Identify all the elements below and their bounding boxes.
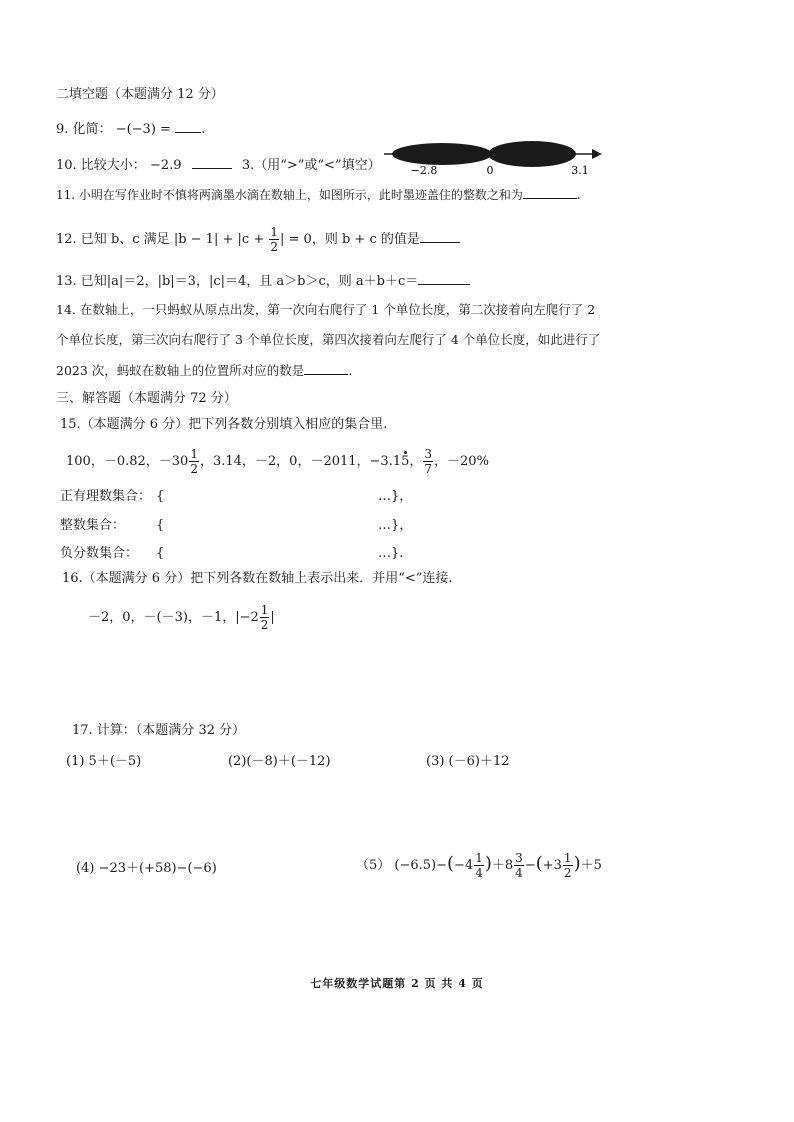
ink-blot-right xyxy=(488,141,576,167)
question-17-title: 17. 计算：（本题满分 32 分） xyxy=(72,723,246,738)
q11-answer-blank[interactable] xyxy=(523,186,577,199)
question-13 xyxy=(56,272,470,288)
q17-part-5: （5） (−6.5)−(−4 $\frac{1}{4}$ )＋8 $\frac{3}{4}$ −(+3 $\frac{1}{2}$ )＋5 xyxy=(356,851,602,880)
q15-mixed-fraction: $\frac{1}{2}$ xyxy=(190,447,198,476)
q12-prefix: 12. 已知 b、c 满足 xyxy=(56,232,170,247)
q9-tail: . xyxy=(201,122,206,137)
question-15-numbers: 100，－0.82，－30 $\frac{1}{2}$ ，3.14，－2，0，－2011，−3.15， $\frac{3}{7}$ ，－20% xyxy=(66,447,489,476)
q14-answer-blank[interactable] xyxy=(304,362,348,375)
q17-part-2: (2)(－8)＋(－12) xyxy=(228,754,331,769)
q11-tail: . xyxy=(576,188,581,202)
ink-blot-left xyxy=(392,143,492,165)
q12-abs1: |b − 1| xyxy=(173,232,219,247)
set-positive-rational[interactable]: 正有理数集合： { …}， xyxy=(60,489,413,504)
q12-answer-blank[interactable] xyxy=(420,230,460,243)
question-9 xyxy=(56,120,205,136)
q12-plus: + xyxy=(222,232,234,247)
q10-right: 3 xyxy=(241,158,251,173)
q11-text: 11. 小明在写作业时不慎将两滴墨水滴在数轴上，如图所示，此时墨迹盖住的整数之和为 xyxy=(56,188,523,202)
question-11 xyxy=(56,186,581,201)
q15-fraction: $\frac{3}{7}$ xyxy=(424,447,433,476)
q9-answer-blank[interactable] xyxy=(175,120,201,133)
page-footer: 七年级数学试题第 2 页 共 4 页 xyxy=(310,977,484,990)
question-16-title: 16.（本题满分 6 分）把下列各数在数轴上表示出来．并用“<”连接. xyxy=(62,571,453,586)
section2-title: 二填空题（本题满分 12 分） xyxy=(56,87,224,102)
numberline-label-zero: 0 xyxy=(486,164,494,177)
question-14-line1: 14. 在数轴上，一只蚂蚁从原点出发，第一次向右爬行了 1 个单位长度，第二次接着向左爬行了 2 xyxy=(56,302,596,317)
q12-target: b + c xyxy=(341,232,377,247)
q9-expr: −(−3) = xyxy=(115,122,171,137)
q12-fraction: $\frac{1}{2}$ xyxy=(270,225,278,254)
q10-left: −2.9 xyxy=(149,158,182,173)
section3-title: 三、解答题（本题满分 72 分） xyxy=(56,391,237,406)
q13-text: 13. 已知|a|＝2，|b|＝3，|c|＝4，且 a＞b＞c，则 a＋b＋c＝ xyxy=(56,274,419,289)
q10-answer-blank[interactable] xyxy=(192,156,232,169)
question-12 xyxy=(56,226,460,253)
q9-prefix: 9. 化简： xyxy=(56,122,112,137)
q12-abs2-pre: |c + xyxy=(237,232,265,247)
question-14-line3: 2023 次，蚂蚁在数轴上的位置所对应的数是 . xyxy=(56,363,353,378)
q10-hint: .（用“>”或“<”填空） xyxy=(250,158,381,173)
q12-tail: 的值是 xyxy=(380,232,420,247)
set-negative-fractions[interactable]: 负分数集合： { …}. xyxy=(60,546,404,561)
question-16-numbers: －2，0，－(－3)，－1，|−2 $\frac{1}{2}$ | xyxy=(88,603,275,632)
numberline-label-right: 3.1 xyxy=(571,164,589,177)
q15-repeating-digit: 5 xyxy=(401,454,410,469)
question-10 xyxy=(56,156,381,172)
q17-part-1: (1) 5＋(－5) xyxy=(66,754,142,769)
q17-part-3: (3) (－6)＋12 xyxy=(426,754,510,769)
question-15-title: 15.（本题满分 6 分）把下列各数分别填入相应的集合里. xyxy=(60,417,388,432)
question-14-line2: 个单位长度，第三次向右爬行了 3 个单位长度，第四次接着向左爬行了 4 个单位长度，如此进行了 xyxy=(56,332,601,347)
set-integers[interactable]: 整数集合： { …}， xyxy=(60,518,413,533)
q12-abs2-post: | xyxy=(280,232,285,247)
q17-part-4: (4) −23＋(+58)−(−6) xyxy=(76,861,217,876)
numberline-label-left: −2.8 xyxy=(410,164,438,177)
ink-numberline-figure xyxy=(382,138,608,178)
q10-prefix: 10. 比较大小： xyxy=(56,158,146,173)
numberline-arrow-icon xyxy=(592,149,602,159)
q16-mixed-fraction: $\frac{1}{2}$ xyxy=(260,603,269,632)
q13-answer-blank[interactable] xyxy=(418,272,470,285)
q12-eq: = 0，则 xyxy=(288,232,338,247)
